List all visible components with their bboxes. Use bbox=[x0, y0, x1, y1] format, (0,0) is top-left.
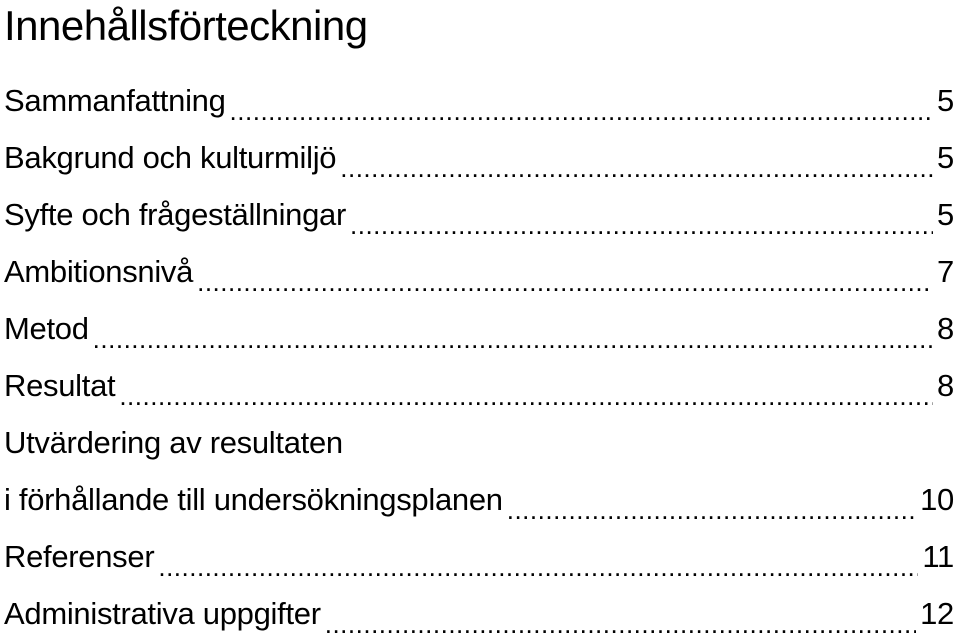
dot-leader bbox=[340, 155, 933, 186]
toc-entry-sammanfattning[interactable] bbox=[4, 72, 954, 129]
dot-leader bbox=[197, 269, 933, 300]
toc-entry-label: Resultat bbox=[4, 368, 116, 403]
toc-entry-page-number: 7 bbox=[937, 254, 954, 289]
toc-entry-utvardering[interactable] bbox=[4, 414, 954, 528]
dot-leader bbox=[325, 611, 916, 642]
toc-entry-page-number: 5 bbox=[937, 83, 954, 118]
toc-entry-label: Bakgrund och kulturmiljö bbox=[4, 140, 337, 175]
toc-entry-label-line2: i förhållande till undersökningsplanen bbox=[4, 482, 503, 517]
toc-entry-page-number: 5 bbox=[937, 197, 954, 232]
toc-entry-label: Metod bbox=[4, 311, 89, 346]
toc-entry-page-number: 11 bbox=[922, 539, 954, 574]
dot-leader bbox=[158, 554, 918, 585]
dot-leader bbox=[507, 497, 916, 528]
table-of-contents bbox=[4, 72, 954, 642]
toc-entry-label: Referenser bbox=[4, 539, 155, 574]
toc-entry-label-line1: Utvärdering av resultaten bbox=[4, 425, 343, 460]
toc-entry-referenser[interactable] bbox=[4, 528, 954, 585]
toc-entry-page-number: 10 bbox=[920, 482, 954, 517]
toc-entry-bakgrund[interactable] bbox=[4, 129, 954, 186]
toc-entry-metod[interactable] bbox=[4, 300, 954, 357]
toc-entry-ambitionsniva[interactable] bbox=[4, 243, 954, 300]
toc-entry-label: Administrativa uppgifter bbox=[4, 596, 321, 631]
toc-entry-page-number: 8 bbox=[937, 311, 954, 346]
toc-entry-label: Syfte och frågeställningar bbox=[4, 197, 347, 232]
toc-entry-resultat[interactable] bbox=[4, 357, 954, 414]
dot-leader bbox=[93, 326, 933, 357]
toc-entry-administrativa[interactable] bbox=[4, 585, 954, 642]
toc-entry-label: Ambitionsnivå bbox=[4, 254, 194, 289]
page-title: Innehållsförteckning bbox=[4, 2, 368, 49]
toc-entry-syfte[interactable] bbox=[4, 186, 954, 243]
toc-entry-page-number: 12 bbox=[920, 596, 954, 631]
dot-leader bbox=[119, 383, 933, 414]
dot-leader bbox=[350, 212, 933, 243]
dot-leader bbox=[230, 98, 934, 129]
toc-entry-page-number: 8 bbox=[937, 368, 954, 403]
toc-entry-page-number: 5 bbox=[937, 140, 954, 175]
toc-entry-label: Sammanfattning bbox=[4, 83, 226, 118]
